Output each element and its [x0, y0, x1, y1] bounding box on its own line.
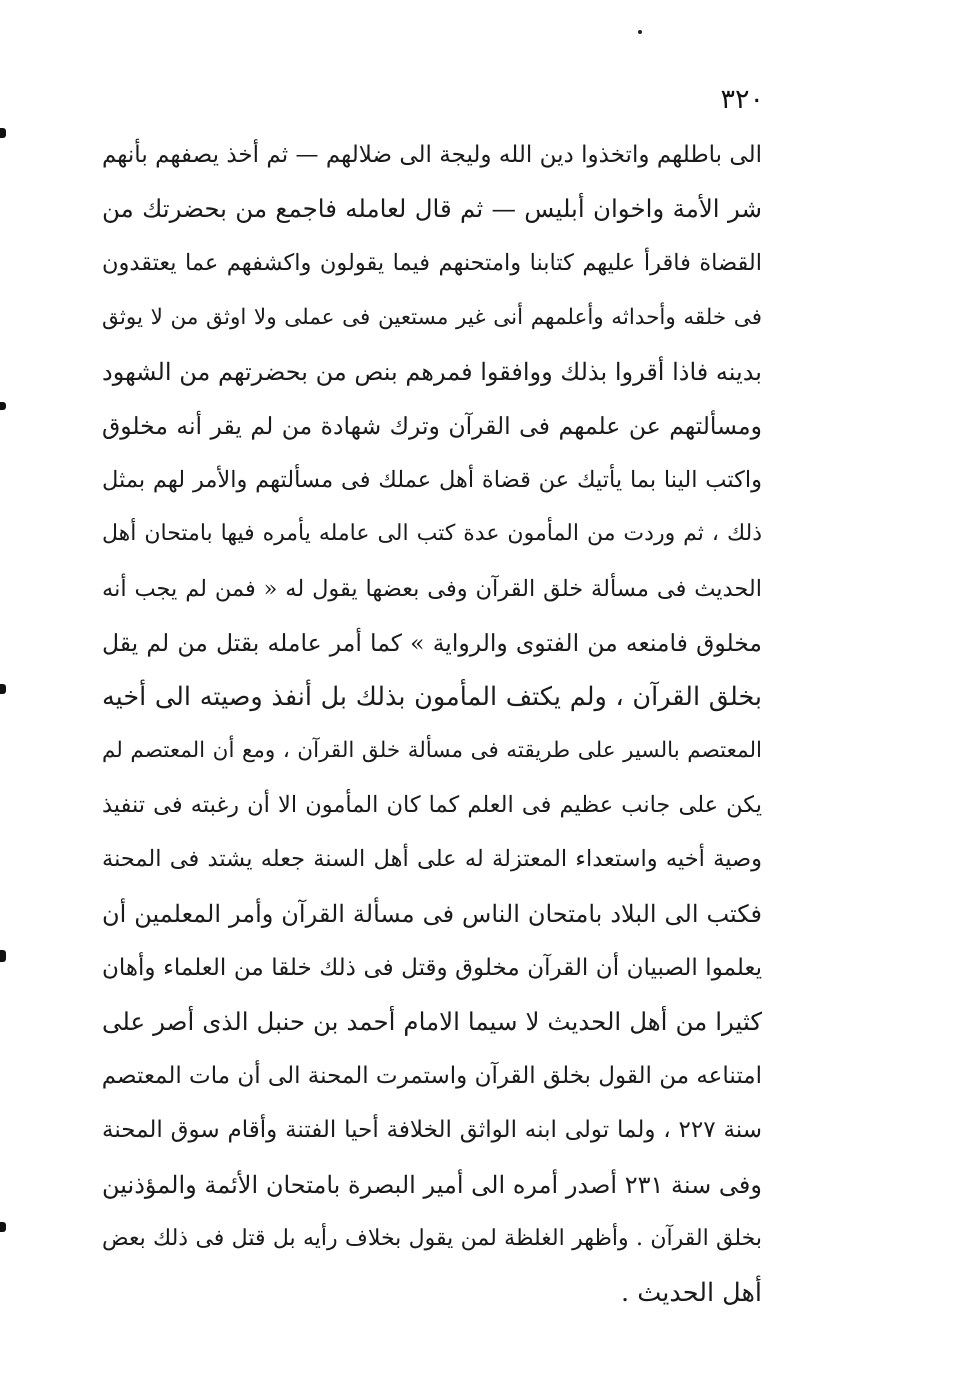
- left-margin-mark: [0, 684, 6, 694]
- text-line: ذلك ، ثم وردت من المأمون عدة كتب الى عامله يأمره فيها بامتحان أهل: [102, 521, 762, 547]
- body-text: [102, 128, 762, 1320]
- left-margin-mark: [0, 950, 6, 962]
- text-line: بخلق القرآن . وأظهر الغلظة لمن يقول بخلاف رأيه بل قتل فى ذلك بعض: [102, 1225, 762, 1251]
- text-line: فى خلقه وأحداثه وأعلمهم أنى غير مستعين فى عملى ولا اوثق من لا يوثق: [102, 304, 762, 330]
- text-line: فكتب الى البلاد بامتحان الناس فى مسألة القرآن وأمر المعلمين أن: [102, 899, 762, 928]
- left-margin-mark: [0, 1222, 6, 1232]
- text-line: القضاة فاقرأ عليهم كتابنا وامتحنهم فيما يقولون واكشفهم عما يعتقدون: [102, 250, 762, 277]
- left-margin-mark: [0, 128, 6, 138]
- text-line: بخلق القرآن ، ولم يكتف المأمون بذلك بل أنفذ وصيته الى أخيه: [102, 681, 762, 712]
- text-line: وصية أخيه واستعداء المعتزلة له على أهل السنة جعله يشتد فى المحنة: [102, 846, 762, 873]
- text-line: مخلوق فامنعه من الفتوى والرواية » كما أمر عامله بقتل من لم يقل: [102, 628, 762, 657]
- text-line: واكتب الينا بما يأتيك عن قضاة أهل عملك فى مسألتهم والأمر لهم بمثل: [102, 467, 762, 494]
- top-ink-dot: [638, 30, 642, 34]
- text-line: وفى سنة ٢٣١ أصدر أمره الى أمير البصرة بامتحان الأئمة والمؤذنين: [102, 1170, 762, 1199]
- text-line: امتناعه من القول بخلق القرآن واستمرت المحنة الى أن مات المعتصم: [102, 1063, 762, 1090]
- text-line: المعتصم بالسير على طريقته فى مسألة خلق القرآن ، ومع أن المعتصم لم: [102, 738, 762, 764]
- text-line: الى باطلهم واتخذوا دين الله وليجة الى ضلالهم — ثم أخذ يصفهم بأنهم: [102, 142, 762, 168]
- text-line: سنة ٢٢٧ ، ولما تولى ابنه الواثق الخلافة أحيا الفتنة وأقام سوق المحنة: [102, 1117, 762, 1144]
- text-line: كثيرا من أهل الحديث لا سيما الامام أحمد بن حنبل الذى أصر على: [102, 1007, 762, 1036]
- text-line: أهل الحديث .: [621, 1277, 762, 1308]
- text-line: شر الأمة واخوان أبليس — ثم قال لعامله فاجمع من بحضرتك من: [102, 194, 762, 224]
- text-line: يكن على جانب عظيم فى العلم كما كان المأمون الا أن رغبته فى تنفيذ: [102, 792, 762, 819]
- text-line: بدينه فاذا أقروا بذلك ووافقوا فمرهم بنص من بحضرتهم من الشهود: [102, 357, 762, 386]
- text-line: يعلموا الصبيان أن القرآن مخلوق وقتل فى ذلك خلقا من العلماء وأهان: [102, 954, 762, 981]
- left-margin-mark: [0, 402, 6, 410]
- text-line: الحديث فى مسألة خلق القرآن وفى بعضها يقول له « فمن لم يجب أنه: [102, 575, 762, 602]
- page-number: ٣٢٠: [720, 84, 764, 115]
- text-line: ومسألتهم عن علمهم فى القرآن وترك شهادة من لم يقر أنه مخلوق: [102, 411, 762, 440]
